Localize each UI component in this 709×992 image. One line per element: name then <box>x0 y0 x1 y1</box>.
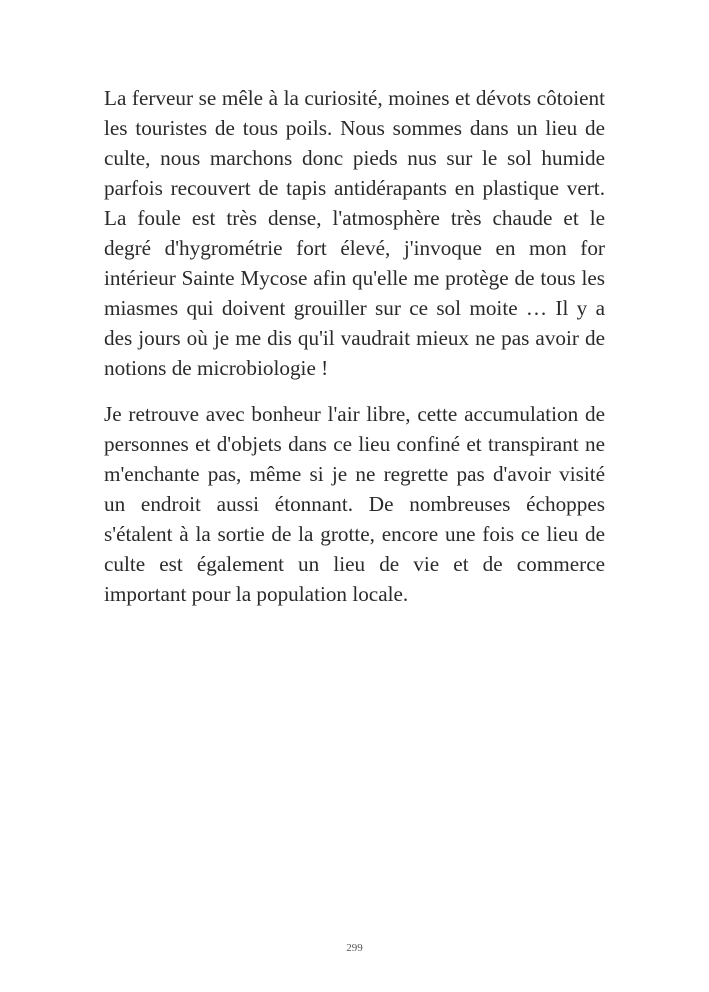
body-text <box>104 83 605 625</box>
paragraph-2: Je retrouve avec bonheur l'air libre, cette accumulation de personnes et d'objets dans ce lieu confiné et transpirant ne m'enchante pas, même si je ne regrette pas d'avoir visité un endroit aussi étonnant. De nombreuses échoppes s'étalent à la sortie de la grotte, encore une fois ce lieu de culte est également un lieu de vie et de commerce important pour la population locale. <box>104 402 605 606</box>
page-number: 299 <box>346 942 363 954</box>
paragraph-1: La ferveur se mêle à la curiosité, moines et dévots côtoient les touristes de tous poils. Nous sommes dans un lieu de culte, nous marchons donc pieds nus sur le sol humide parfois recouvert de tapis antidérapants en plastique vert. La foule est très dense, l'atmosphère très chaude et le degré d'hygrométrie fort élevé, j'invoque en mon for intérieur Sainte Mycose afin qu'elle me protège de tous les miasmes qui doivent grouiller sur ce sol moite … Il y a des jours où je me dis qu'il vaudrait mieux ne pas avoir de notions de microbiologie ! <box>104 86 605 380</box>
